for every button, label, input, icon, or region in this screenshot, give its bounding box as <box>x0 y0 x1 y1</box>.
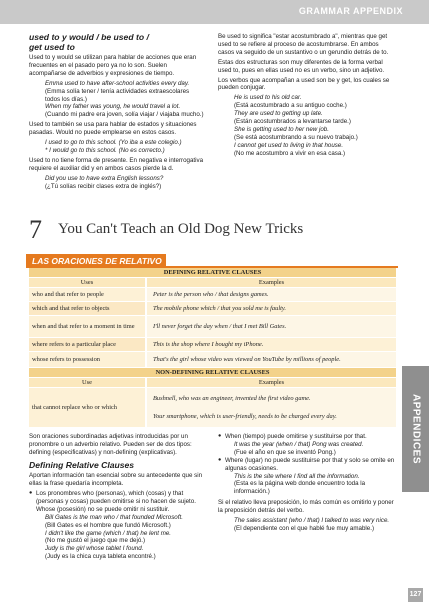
row-use: who and that refer to people <box>29 288 145 301</box>
used-to-heading-line1: used to y would / be used to / <box>29 32 149 42</box>
section-header: GRAMMAR APPENDIX <box>298 6 403 16</box>
be-used-to-example-3: She is getting used to her new job. <box>234 125 329 133</box>
defining-translation-2: (No me gustó el juego que me dejó.) <box>45 537 146 545</box>
used-to-paragraph-1: Used to y would se utilizan para hablar de acciones que eran frecuentes en el pasado pero ya no lo son. Suelen acompañarse de adverbios y expresiones de tiempo. <box>29 54 197 77</box>
table-row <box>29 316 396 338</box>
defining-example-1: Bill Gates is the man who / that founded Microsoft. <box>45 513 183 521</box>
row-use: whose refers to possession <box>29 352 145 367</box>
preposition-example: The sales assistant (who / that) I talked to was very nice. <box>234 517 390 525</box>
be-used-to-translation-4: (No me acostumbro a vivir en esa casa.) <box>234 149 346 157</box>
table-header-row <box>29 278 396 288</box>
be-used-to-example-1: He is used to his old car. <box>234 94 302 102</box>
top-header-bar <box>0 0 429 24</box>
defining-example-2: I didn't like the game (which / that) he lent me. <box>45 529 172 537</box>
preposition-translation: (El dependiente con el que hablé fue muy amable.) <box>234 524 374 532</box>
used-to-translation-2: (Cuando mi padre era joven, solía viajar / viajaba mucho.) <box>45 111 204 119</box>
be-used-to-translation-1: (Está acostumbrado a su antiguo coche.) <box>234 102 347 110</box>
used-to-paragraph-2: Used to también se usa para hablar de estados y situaciones pasadas. Would no puede emplearse en estos casos. <box>29 121 197 137</box>
be-used-to-translation-2: (Están acostumbrados a levantarse tarde.) <box>234 118 351 126</box>
table-header-row-2 <box>29 378 396 388</box>
used-to-paragraph-3: Used to no tiene forma de presente. En negativa e interrogativa requiere el auxiliar did y en ambos casos pierde la d. <box>29 156 204 172</box>
row-example: Peter is the person who / that designs games. <box>147 288 396 301</box>
used-to-example-2: When my father was young, he would travel a lot. <box>45 103 181 111</box>
relative-clauses-intro <box>29 433 204 561</box>
table-row <box>29 338 396 352</box>
used-to-example-3: I used to go to this school. (Yo iba a este colegio.) <box>45 139 182 147</box>
preposition-paragraph: Si el relativo lleva preposición, lo más común es omitirlo y poner la preposición detrás del verbo. <box>218 499 394 515</box>
used-to-example-1: Emma used to have after-school activities every day. <box>45 79 190 87</box>
be-used-to-paragraph-1: Be used to significa "estar acostumbrado a", mientras que get used to se refiere al proceso de acostumbrarse. En ambos casos va seguido de un sustantivo o un gerundio detrás de to. <box>218 33 389 56</box>
unit-number: 7 <box>29 215 42 244</box>
when-translation: (Fue el año en que se inventó Pong.) <box>234 448 336 456</box>
row-example: This is the shop where I bought my iPhone. <box>147 338 396 351</box>
table-row <box>29 302 396 316</box>
intro-paragraph: Son oraciones subordinadas adjetivas introducidas por un pronombre o un adverbio relativo. Pueden ser de dos tipos: defining (especificativas) y non-defining (explicativas). <box>29 433 192 456</box>
defining-section-title: DEFINING RELATIVE CLAUSES <box>29 268 396 278</box>
table-row <box>29 288 396 302</box>
defining-translation-1: (Bill Gates es el hombre que fundó Microsoft.) <box>45 521 171 529</box>
used-to-translation-5: (¿Tú solías recibir clases extra de inglés?) <box>45 182 162 190</box>
defining-example-3: Judy is the girl whose tablet I found. <box>45 545 144 553</box>
column-header-uses: Uses <box>29 278 145 287</box>
used-to-heading-line2: get used to <box>29 41 75 52</box>
list-item: ● Where (lugar) no puede sustituirse por that y solo se omite en algunas ocasiones. <box>218 457 396 473</box>
when-example: It was the year (when / that) Pong was created. <box>234 440 364 448</box>
row-use: which and that refer to objects <box>29 302 145 315</box>
used-to-section <box>29 33 204 191</box>
row-example: That's the girl whose video was viewed on YouTube by millions of people. <box>147 352 396 367</box>
used-to-example-4: * I would go to this school. (No es correcto.) <box>45 146 165 154</box>
defining-translation-3: (Judy es la chica cuya tableta encontré.) <box>45 553 156 561</box>
where-translation: (Esta es la página web donde encuentro toda la información.) <box>234 480 366 496</box>
be-used-to-section <box>218 33 396 158</box>
row-use: when and that refer to a moment in time <box>29 316 145 337</box>
side-tab-label: APPENDICES <box>410 393 421 465</box>
used-to-example-5: Did you use to have extra English lessons? <box>45 174 164 182</box>
be-used-to-translation-3: (Se está acostumbrando a su nuevo trabajo.) <box>234 133 358 141</box>
defining-clauses-heading: Defining Relative Clauses <box>29 459 135 470</box>
list-item: ● When (tiempo) puede omitirse y sustituirse por that. <box>218 433 396 441</box>
page-number: 127 <box>408 588 423 602</box>
be-used-to-example-2: They are used to getting up late. <box>234 110 323 118</box>
be-used-to-example-4: I cannot get used to living in that house. <box>234 141 344 149</box>
column-header-examples: Examples <box>147 278 396 287</box>
appendices-side-tab[interactable] <box>402 366 429 492</box>
row-use: where refers to a particular place <box>29 338 145 351</box>
row-example: I'll never forget the day when / that I met Bill Gates. <box>147 316 396 337</box>
be-used-to-paragraph-3: Los verbos que acompañan a used son be y get, los cuales se pueden conjugar. <box>218 76 390 92</box>
be-used-to-paragraph-2: Estas dos estructuras son muy diferentes de la forma verbal used to, pues en ellas used no es un verbo, sino un adjetivo. <box>218 58 385 74</box>
table-row <box>29 352 396 368</box>
non-defining-section-title: NON-DEFINING RELATIVE CLAUSES <box>29 368 396 378</box>
row-example-multi <box>147 388 396 427</box>
non-defining-example-1: Bushnell, who was an engineer, invented the first video game. <box>153 395 311 402</box>
row-example: The mobile phone which / that you sold me is faulty. <box>147 302 396 315</box>
non-defining-example-2: Your smartphone, which is user-friendly, needs to be charged every day. <box>153 413 337 420</box>
unit-title: You Can't Teach an Old Dog New Tricks <box>58 221 304 237</box>
ribbon-label: LAS ORACIONES DE RELATIVO <box>32 256 162 266</box>
row-use: that cannot replace who or which <box>29 388 145 427</box>
column-header-examples-2: Examples <box>147 378 396 387</box>
defining-paragraph: Aportan información tan esencial sobre su antecedente que sin ellas la frase quedaría incompleta. <box>29 472 203 488</box>
when-where-section <box>218 433 396 533</box>
table-row <box>29 388 396 428</box>
column-header-use: Use <box>29 378 145 387</box>
list-item: ● Los pronombres who (personas), which (cosas) y that (personas y cosas) pueden omitirse si no hacen de sujeto. Whose (posesión) no se puede omitir ni sustituir. <box>29 490 204 514</box>
where-example: This is the site where I find all the information. <box>234 472 360 480</box>
used-to-translation-1: (Emma solía tener / tenía actividades extraescolares todos los días.) <box>45 87 190 103</box>
